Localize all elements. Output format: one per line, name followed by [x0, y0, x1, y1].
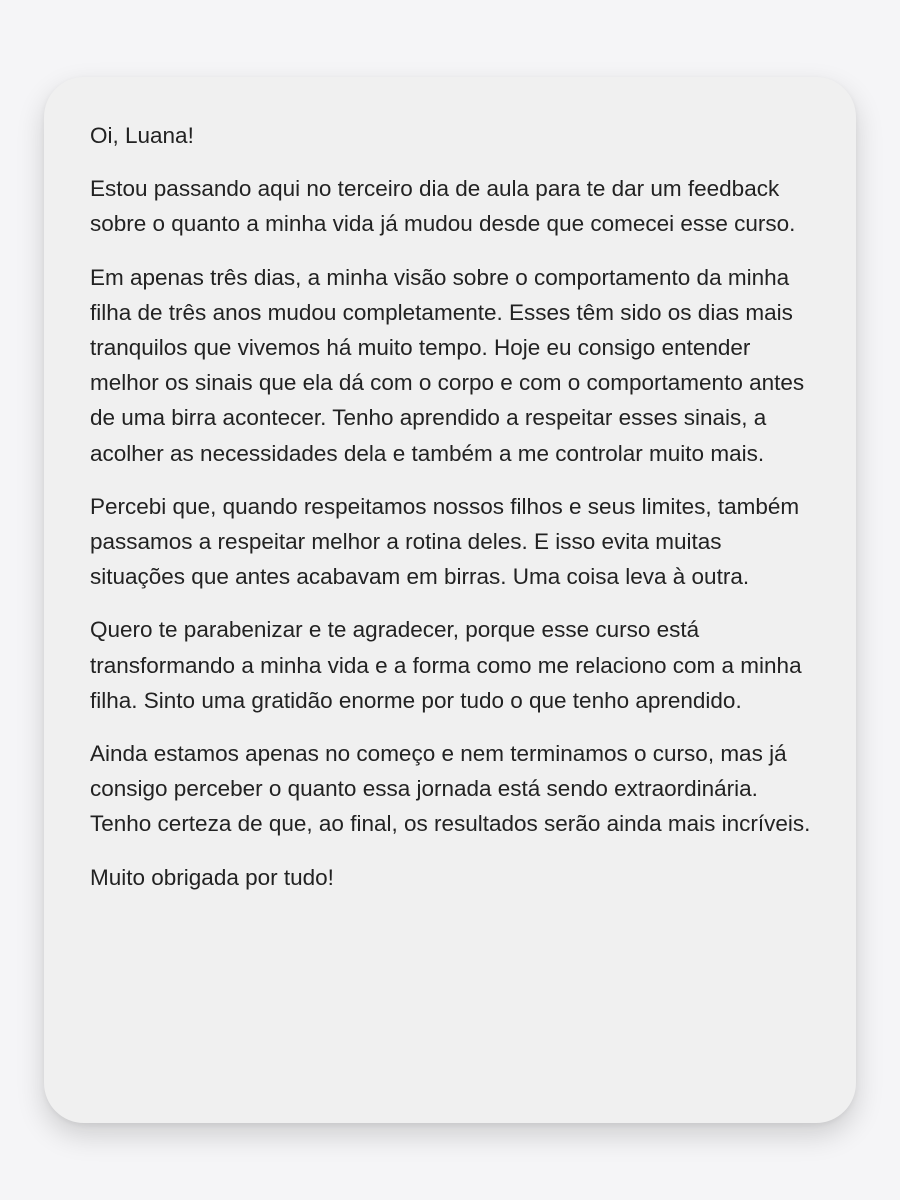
message-bubble — [44, 77, 856, 1123]
message-paragraph: Ainda estamos apenas no começo e nem terminamos o curso, mas já consigo perceber o quanto essa jornada está sendo extraordinária. Tenho certeza de que, ao final, os resultados serão ainda mais incríveis. — [90, 741, 811, 837]
greeting: Oi, Luana! — [90, 123, 194, 148]
message-paragraph: Em apenas três dias, a minha visão sobre o comportamento da minha filha de três anos mudou completamente. Esses têm sido os dias mais tranquilos que vivemos há muito tempo. Hoje eu consigo entender melhor os sinais que ela dá com o corpo e com o comportamento antes de uma birra acontecer. Tenho aprendido a respeitar esses sinais, a acolher as necessidades dela e também a me controlar muito mais. — [90, 264, 805, 466]
message-paragraph: Quero te parabenizar e te agradecer, porque esse curso está transformando a minha vida e a forma como me relaciono com a minha filha. Sinto uma gratidão enorme por tudo o que tenho aprendido. — [90, 617, 802, 713]
message-paragraph: Percebi que, quando respeitamos nossos filhos e seus limites, também passamos a respeitar melhor a rotina deles. E isso evita muitas situações que antes acabavam em birras. Uma coisa leva à outra. — [90, 493, 800, 590]
message-paragraph: Estou passando aqui no terceiro dia de aula para te dar um feedback sobre o quanto a minha vida já mudou desde que comecei esse curso. — [90, 176, 796, 237]
closing: Muito obrigada por tudo! — [90, 864, 334, 890]
